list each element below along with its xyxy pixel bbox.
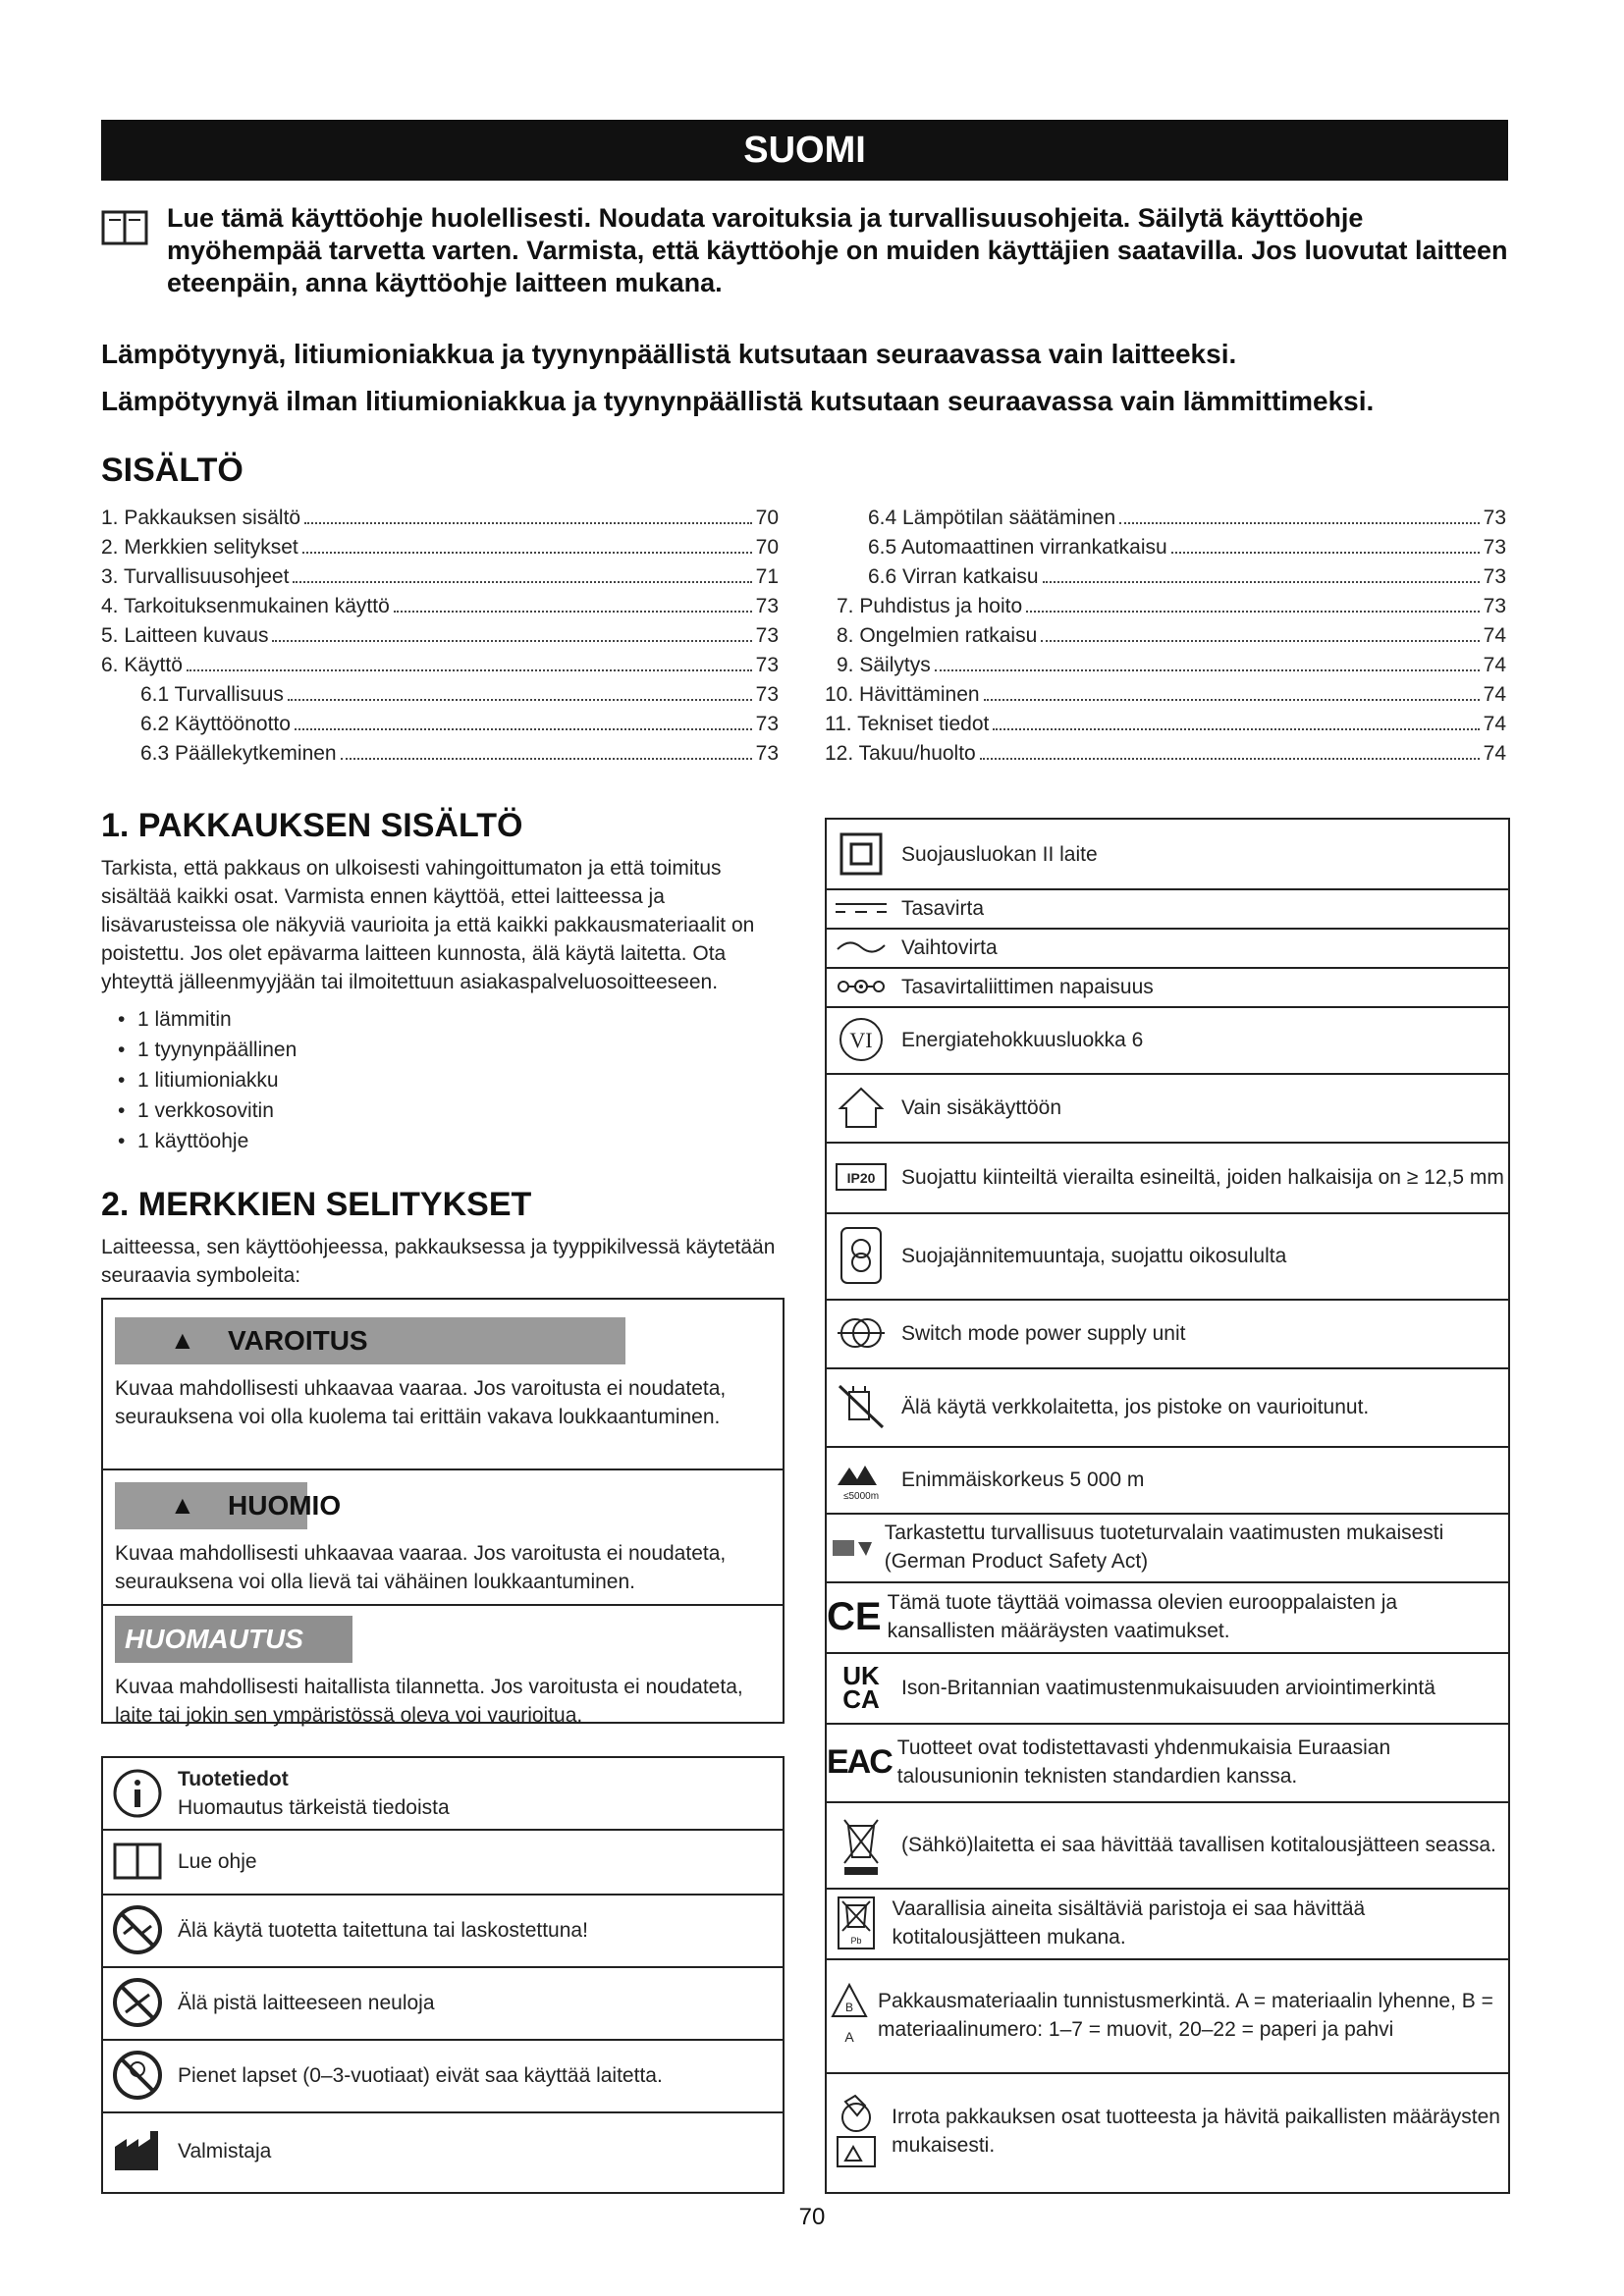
right-symbol-table [825,818,1510,2194]
toc-title: SISÄLTÖ [101,452,244,489]
symbol-row: Tasavirtaliittimen napaisuus [827,967,1508,1008]
section-1-text: Tarkista, että pakkaus on ulkoisesti vahingoittumaton ja että toimitus sisältää kaikki osat. Varmista ennen käyttöä, ettei laitteessa ja lisävarusteissa ole näkyviä vaurioita ja että kaikki pakkausmateriaalit on poistettu. Jos olet epävarma laitteen kunnosta, älä käytä laitetta. Ota yhteyttä jälleenmyyjään tai ilmoitettuun asiakaspalveluosoitteeseen. [101,857,755,993]
symbol-row [103,1966,783,2041]
svg-text:≤5000m: ≤5000m [842,1491,880,1502]
caution-header: ▲ HUOMIO [115,1482,783,1529]
symbol-row: ≤5000m Enimmäiskorkeus 5 000 m [827,1446,1508,1515]
language-banner: SUOMI [101,120,1508,181]
section-2-text: Laitteessa, sen käyttöohjeessa, pakkauksessa ja tyyppikilvessä käytetään seuraavia symboleita: [101,1236,776,1287]
symbol-row: Tasavirta [827,888,1508,930]
toc-entry[interactable]: 9. Säilytys 74 [837,651,1506,679]
toc-entry[interactable]: 6.1 Turvallisuus 73 [140,680,779,709]
alternating-current-icon [834,937,889,957]
tested-safety-icon [827,1532,878,1562]
symbol-row: Älä käytä verkkolaitetta, jos pistoke on vaurioitunut. [827,1367,1508,1448]
symbol-row: CE Tämä tuote täyttää voimassa olevien eurooppalaisten ja kansallisten määräysten vaatimukset. [827,1581,1508,1654]
symbol-row: Irrota pakkauksen osat tuotteesta ja hävitä paikallisten määräysten mukaisesti. [827,2072,1508,2190]
no-needles-icon [112,1977,163,2028]
separate-packaging-icon [832,2092,881,2170]
symbol-row [103,2039,783,2113]
manufacturer-text: Valmistaja [178,2139,272,2163]
list-item: • 1 lämmitin [118,1004,297,1035]
toc-entry[interactable]: 11. Tekniset tiedot 74 [825,710,1506,738]
toc-entry[interactable]: 6.6 Virran katkaisu 73 [868,562,1506,591]
toc-entry[interactable]: 6.5 Automaattinen virrankatkaisu 73 [868,533,1506,561]
toc-entry[interactable]: 1. Pakkauksen sisältö 70 [101,504,779,532]
weee-bin-icon [839,1812,884,1877]
toc-entry[interactable]: 6.4 Lämpötilan säätäminen 73 [868,504,1506,532]
no-small-children-icon [112,2050,163,2101]
info-title: Tuotetiedot [178,1768,289,1790]
warning-triangle-icon: ▲ [170,1325,195,1355]
max-altitude-icon [834,1456,889,1503]
symbol-row: UK CA Ison-Britannian vaatimustenmukaisuuden arviointimerkintä [827,1652,1508,1725]
list-item: • 1 litiumioniakku [118,1065,297,1095]
toc-entry[interactable]: 6. Käyttö 73 [101,651,779,679]
symbol-row [103,2111,783,2190]
definition-note-1: Lämpötyynyä, litiumioniakkua ja tyynynpäällistä kutsutaan seuraavassa vain laitteeksi. [101,339,1237,369]
toc-entry[interactable]: 6.2 Käyttöönotto 73 [140,710,779,738]
signal-words-box [101,1298,785,1727]
warning-header: ▲ VAROITUS [115,1317,783,1364]
symbol-row [103,1829,783,1896]
toc-entry[interactable]: 3. Turvallisuusohjeet 71 [101,562,779,591]
no-folding-icon [112,1904,163,1955]
recycling-code-icon [827,1979,872,2052]
symbol-row: Suojajännitemuuntaja, suojattu oikosululta [827,1212,1508,1301]
toc-entry[interactable]: 10. Hävittäminen 74 [825,680,1506,709]
book-icon [112,1840,163,1883]
safety-transformer-icon [839,1225,884,1286]
package-contents-list [118,1004,297,1156]
symbol-row: Suojausluokan II laite [827,820,1508,890]
symbol-row: Switch mode power supply unit [827,1299,1508,1369]
dc-polarity-icon [834,977,889,996]
eac-mark-icon: EAC [827,1742,892,1781]
svg-text:B: B [844,2001,854,2014]
intro-text: Lue tämä käyttöohje huolellisesti. Noudata varoituksia ja turvallisuusohjeita. Säilytä käyttöohje myöhempää tarvetta varten. Varmista, että käyttöohje on muiden käyttäjien saatavilla. Jos luovutat laitteen eteenpäin, anna käyttöohje laitteen mukana. [167,203,1508,297]
warning-text: Kuvaa mahdollisesti uhkaavaa vaaraa. Jos varoitusta ei noudateta, seurauksena voi olla kuolema tai erittäin vakava loukkaantuminen. [115,1377,727,1428]
page-number: 70 [798,2204,826,2230]
symbol-row: EAC Tuotteet ovat todistettavasti yhdenmukaisia Euraasian talousunionin teknisten standardien kanssa. [827,1723,1508,1803]
toc-entry[interactable]: 7. Puhdistus ja hoito 73 [837,592,1506,620]
notice-text: Kuvaa mahdollisesti haitallista tilannetta. Jos varoitusta ei noudateta, laite tai jokin sen ympäristössä oleva voi vaurioitua. [115,1676,743,1727]
section-2-title: 2. MERKKIEN SELITYKSET [101,1186,532,1223]
no-folding-text: Älä käytä tuotetta taitettuna tai laskostettuna! [178,1918,588,1942]
svg-text:A: A [844,2029,854,2045]
no-needles-text: Älä pistä laitteeseen neuloja [178,1991,435,2014]
caution-text: Kuvaa mahdollisesti uhkaavaa vaaraa. Jos varoitusta ei noudateta, seurauksena voi olla lievä tai vähäinen loukkaantuminen. [115,1542,727,1593]
battery-disposal-icon [837,1896,876,1950]
list-item: • 1 käyttöohje [118,1126,297,1156]
symbol-row [103,1758,783,1831]
symbol-row: B A Pakkausmateriaalin tunnistusmerkintä. A = materiaalin lyhenne, B = materiaalinumero: 1–7 = muovit, 20–22 = paperi ja pahvi [827,1958,1508,2074]
read-instructions-text: Lue ohje [178,1849,257,1873]
definition-note-2: Lämpötyynyä ilman litiumioniakkua ja tyynynpäällistä kutsutaan seuraavassa vain lämmittimeksi. [101,386,1375,416]
left-symbol-table [101,1756,785,2194]
book-icon [101,208,148,247]
symbol-row: Vain sisäkäyttöön [827,1073,1508,1144]
symbol-row: IP20 Suojattu kiinteiltä vierailta esineiltä, joiden halkaisija on ≥ 12,5 mm [827,1142,1508,1214]
energy-class-icon [838,1016,885,1063]
protection-class-2-icon [839,831,884,877]
direct-current-icon [834,898,889,918]
symbol-row: Vaihtovirta [827,928,1508,969]
manufacturer-icon [113,2129,162,2172]
warning-triangle-icon: ▲ [170,1490,195,1520]
svg-text:VI: VI [849,1028,873,1052]
indoor-use-icon [837,1085,886,1130]
symbol-row: Tarkastettu turvallisuus tuoteturvalain vaatimusten mukaisesti (German Product Safety Act) [827,1513,1508,1583]
switch-mode-power-supply-icon [836,1313,887,1353]
info-icon [112,1768,163,1819]
symbol-row [103,1894,783,1968]
section-1-title: 1. PAKKAUKSEN SISÄLTÖ [101,807,523,844]
damaged-plug-icon [836,1382,887,1431]
symbol-row: VI Energiatehokkuusluokka 6 [827,1006,1508,1075]
ukca-mark-icon: UK CA [842,1661,880,1714]
toc-entry[interactable]: 8. Ongelmien ratkaisu 74 [837,621,1506,650]
symbol-row: (Sähkö)laitetta ei saa hävittää tavallisen kotitalousjätteen seassa. [827,1801,1508,1890]
svg-text:Pb: Pb [850,1936,862,1946]
toc-entry[interactable]: 4. Tarkoituksenmukainen käyttö 73 [101,592,779,620]
toc-entry[interactable]: 12. Takuu/huolto 74 [825,739,1506,768]
toc-entry[interactable]: 2. Merkkien selitykset 70 [101,533,779,561]
symbol-row: Pb Vaarallisia aineita sisältäviä paristoja ei saa hävittää kotitalousjätteen mukana. [827,1888,1508,1960]
list-item: • 1 tyynynpäällinen [118,1035,297,1065]
ip-rating-icon [835,1162,888,1192]
toc-entry[interactable]: 6.3 Päällekytkeminen 73 [140,739,779,768]
ce-mark-icon: CE [827,1594,882,1638]
toc-entry[interactable]: 5. Laitteen kuvaus 73 [101,621,779,650]
info-text: Huomautus tärkeistä tiedoista [178,1796,450,1819]
svg-text:IP20: IP20 [846,1170,876,1186]
notice-header: HUOMAUTUS [115,1616,352,1663]
list-item: • 1 verkkosovitin [118,1095,297,1126]
small-children-text: Pienet lapset (0–3-vuotiaat) eivät saa käyttää laitetta. [178,2063,663,2087]
